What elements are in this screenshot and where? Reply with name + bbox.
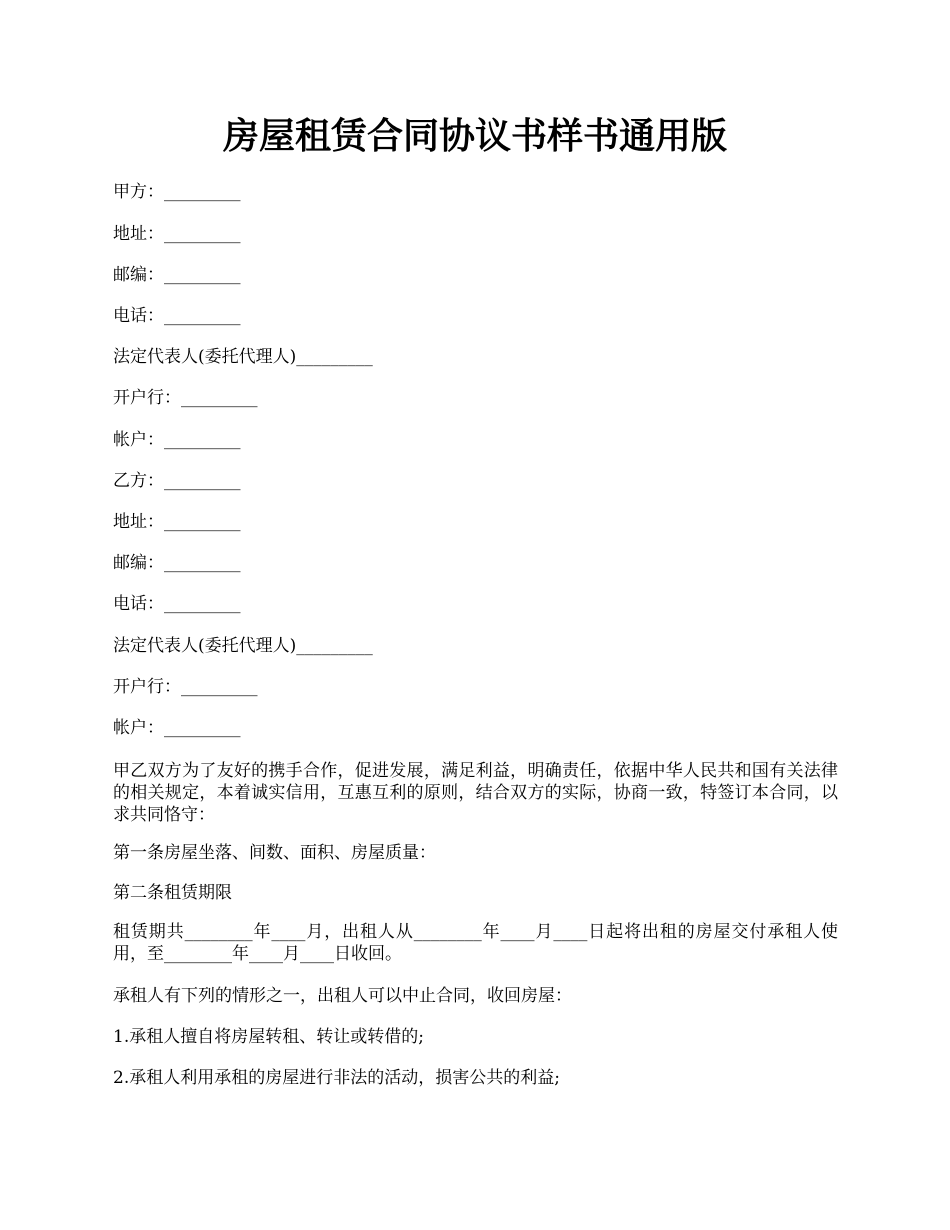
party-a-account: 帐户：_________ bbox=[113, 430, 241, 450]
party-a-representative: 法定代表人(委托代理人)_________ bbox=[113, 347, 373, 367]
termination-intro: 承租人有下列的情形之一，出租人可以中止合同，收回房屋： bbox=[113, 986, 572, 1006]
party-b-representative: 法定代表人(委托代理人)_________ bbox=[113, 636, 373, 656]
article-1-heading: 第一条房屋坐落、间数、面积、房屋质量： bbox=[113, 843, 436, 863]
party-b-address: 地址：_________ bbox=[113, 512, 241, 532]
article-2-heading: 第二条租赁期限 bbox=[113, 883, 232, 903]
party-b-phone: 电话：_________ bbox=[113, 594, 241, 614]
party-b-bank: 开户行：_________ bbox=[113, 677, 258, 697]
party-a-postcode: 邮编：_________ bbox=[113, 265, 241, 285]
party-b-postcode: 邮编：_________ bbox=[113, 553, 241, 573]
party-b-account: 帐户：_________ bbox=[113, 718, 241, 738]
party-a-name: 甲方：_________ bbox=[113, 182, 241, 202]
lease-term-paragraph: 租赁期共________年____月，出租人从________年____月____日起将出租的房屋交付承租人使用，至________年____月____日收回。 bbox=[113, 922, 838, 964]
party-b-name: 乙方：_________ bbox=[113, 471, 241, 491]
preamble-paragraph: 甲乙双方为了友好的携手合作，促进发展，满足利益，明确责任，依据中华人民共和国有关法律的相关规定，本着诚实信用，互惠互利的原则，结合双方的实际，协商一致，特签订本合同，以求共同恪守： bbox=[113, 761, 838, 825]
party-a-address: 地址：_________ bbox=[113, 224, 241, 244]
party-a-phone: 电话：_________ bbox=[113, 306, 241, 326]
termination-item-1: 1.承租人擅自将房屋转租、转让或转借的; bbox=[113, 1027, 424, 1047]
document-title: 房屋租赁合同协议书样书通用版 bbox=[222, 115, 727, 157]
party-a-bank: 开户行：_________ bbox=[113, 388, 258, 408]
termination-item-2: 2.承租人利用承租的房屋进行非法的活动，损害公共的利益; bbox=[113, 1068, 560, 1088]
